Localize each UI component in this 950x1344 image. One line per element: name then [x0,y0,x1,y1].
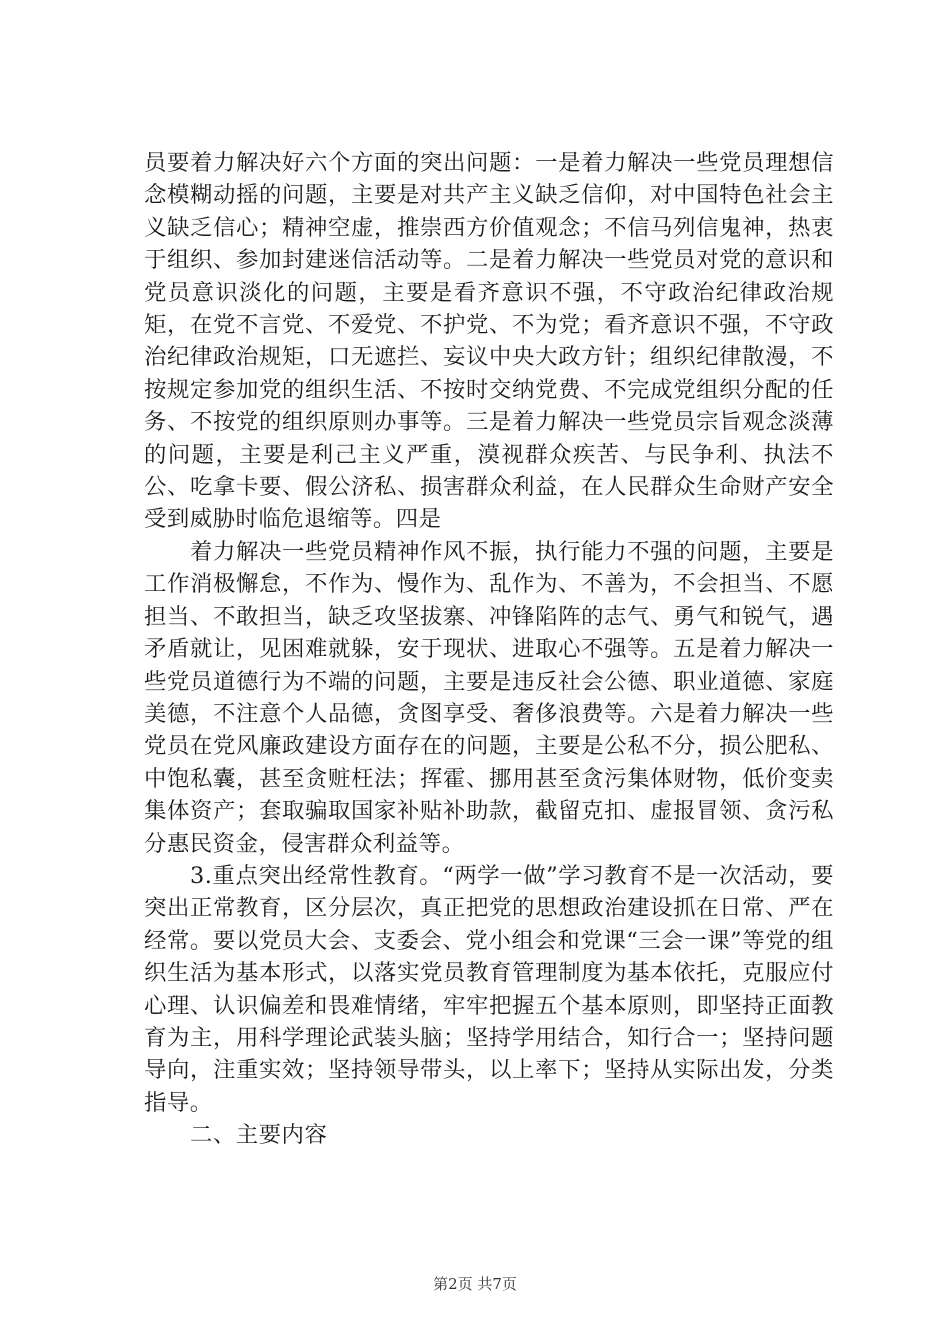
paragraph-continuation: 员要着力解决好六个方面的突出问题：一是着力解决一些党员理想信念模糊动摇的问题，主要是对共产主义缺乏信仰，对中国特色社会主义缺乏信心；精神空虚，推崇西方价值观念；不信马列信鬼神，热衷于组织、参加封建迷信活动等。二是着力解决一些党员对党的意识和党员意识淡化的问题，主要是看齐意识不强，不守政治纪律政治规矩，在党不言党、不爱党、不护党、不为党；看齐意识不强，不守政治纪律政治规矩，口无遮拦、妄议中央大政方针；组织纪律散漫，不按规定参加党的组织生活、不按时交纳党费、不完成党组织分配的任务、不按党的组织原则办事等。三是着力解决一些党员宗旨观念淡薄的问题，主要是利己主义严重，漠视群众疾苦、与民争利、执法不公、吃拿卡要、假公济私、损害群众利益，在人民群众生命财产安全受到威胁时临危退缩等。四是 [144,150,834,533]
section-heading-main-content: 二、主要内容 [190,1122,328,1149]
body-text [144,147,834,1152]
paragraph-regular-education: 3.重点突出经常性教育。“两学一做”学习教育不是一次活动，要突出正常教育，区分层次，真正把党的思想政治建设抓在日常、严在经常。要以党员大会、支委会、党小组会和党课“三会一课”等党的组织生活为基本形式，以落实党员教育管理制度为基本依托，克服应付心理、认识偏差和畏难情绪，牢牢把握五个基本原则，即坚持正面教育为主，用科学理论武装头脑；坚持学用结合，知行合一；坚持问题导向，注重实效；坚持领导带头，以上率下；坚持从实际出发，分类指导。 [144,862,834,1116]
page-number-footer: 第2页 共7页 [433,1275,517,1293]
paragraph-spirit-style: 着力解决一些党员精神作风不振，执行能力不强的问题，主要是工作消极懈怠，不作为、慢作为、乱作为、不善为，不会担当、不愿担当、不敢担当，缺乏攻坚拔寨、冲锋陷阵的志气、勇气和锐气，遇矛盾就让，见困难就躲，安于现状、进取心不强等。五是着力解决一些党员道德行为不端的问题，主要是违反社会公德、职业道德、家庭美德，不注意个人品德，贪图享受、奢侈浪费等。六是着力解决一些党员在党风廉政建设方面存在的问题，主要是公私不分，损公肥私、中饱私囊，甚至贪赃枉法；挥霍、挪用甚至贪污集体财物，低价变卖集体资产；套取骗取国家补贴补助款，截留克扣、虚报冒领、贪污私分惠民资金，侵害群众利益等。 [144,538,834,857]
